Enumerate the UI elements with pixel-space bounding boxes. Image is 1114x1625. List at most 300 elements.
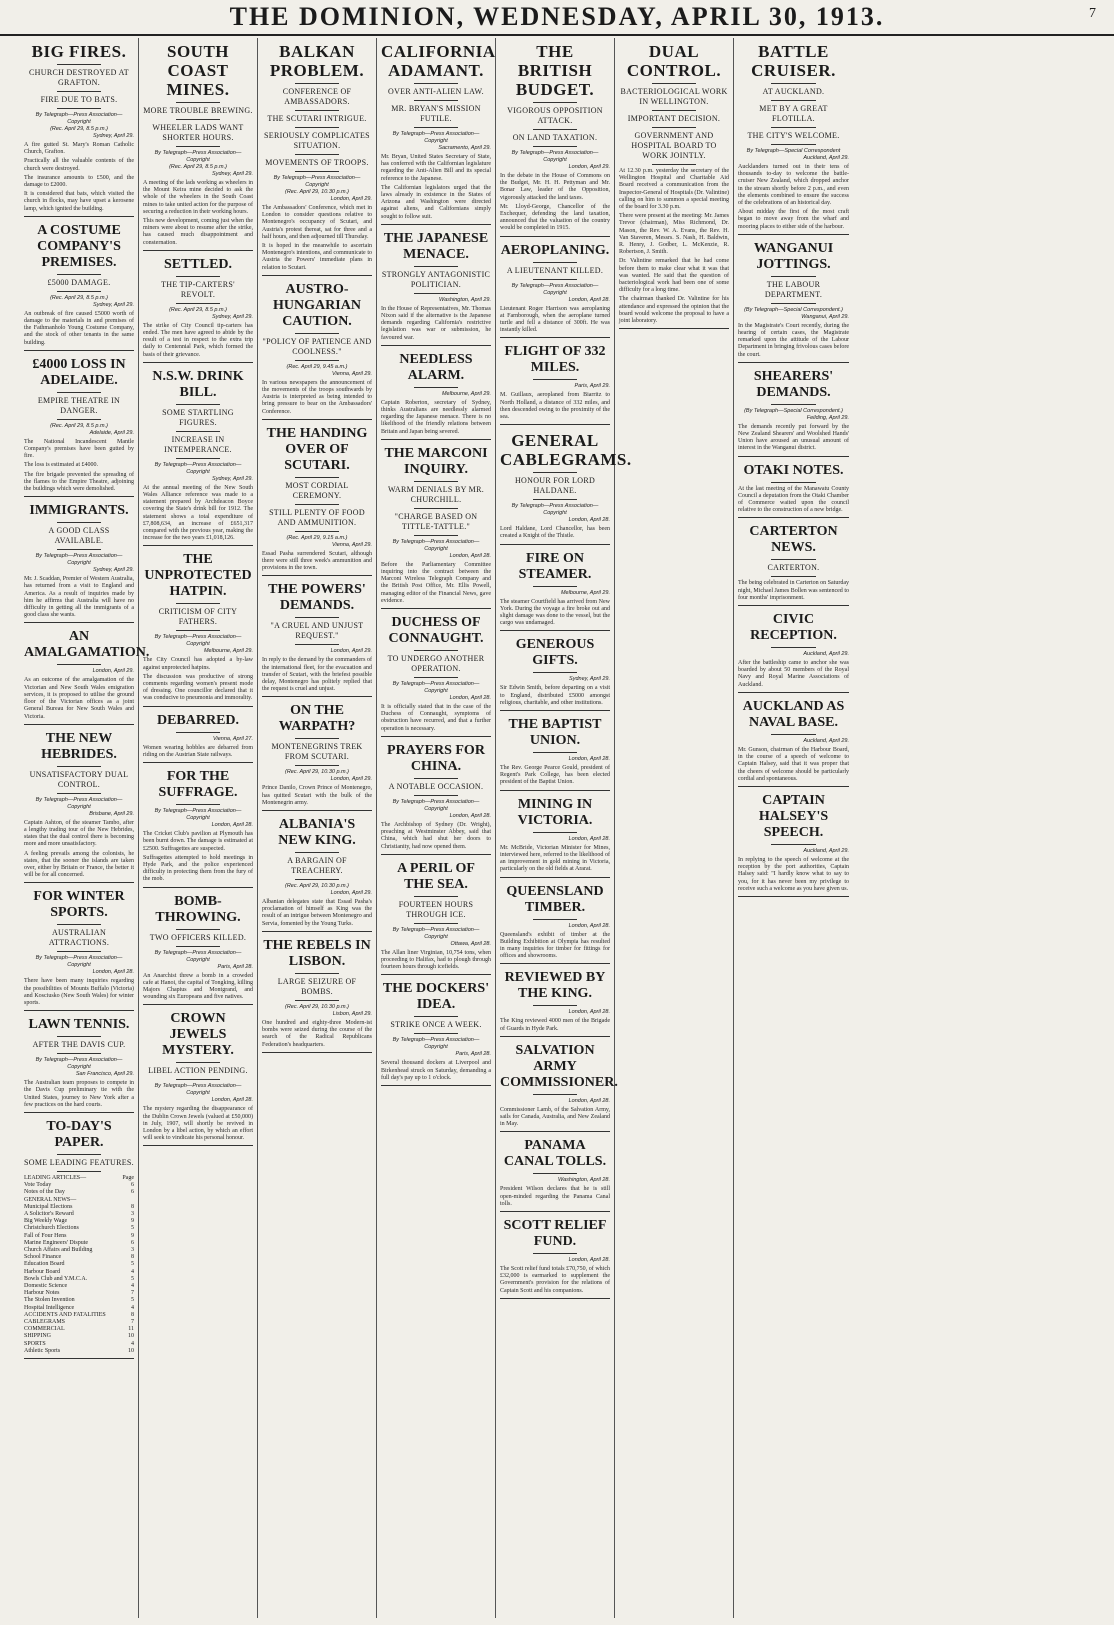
article-subhead: LIBEL ACTION PENDING. <box>148 1066 248 1076</box>
article-separator <box>143 762 253 763</box>
index-page: 10 <box>128 1333 134 1340</box>
divider-rule <box>295 360 339 361</box>
article-separator <box>738 786 849 787</box>
article-separator <box>500 630 610 631</box>
article-separator <box>24 1358 134 1359</box>
article-paragraph: The mystery regarding the disappearance of the Dublin Crown Jewels (valued at £50,000) in July, 1907, will shortly be revived in London by a libel action, by which an effort will seek to vindicate his personal honour. <box>143 1106 253 1142</box>
index-label: SPORTS <box>24 1340 46 1347</box>
article-dateline: Auckland, April 29. <box>803 155 849 161</box>
index-entry <box>24 1312 134 1319</box>
article-headline: THE POWERS' DEMANDS. <box>268 582 366 614</box>
article-paragraph: Sir Edwin Smith, before departing on a visit to England, distributed £5000 amongst religious, charitable, and other institutions. <box>500 685 610 706</box>
article <box>500 637 610 711</box>
article-paragraph: In the House of Representatives, Mr. Thomas Nixon said if the alternative is the Japanese demands regarding California's restrictive legislation was war or submission, he favoured war. <box>381 305 491 341</box>
article-byline: By Telegraph—Press Association—Copyright <box>35 796 123 810</box>
article <box>143 713 253 763</box>
divider-rule <box>652 164 696 165</box>
article <box>262 938 372 1053</box>
divider-rule <box>414 677 458 678</box>
article-separator <box>500 337 610 338</box>
divider-rule <box>176 1079 220 1080</box>
article-paragraph: The National Incandescent Mantle Company's premises have been gutted by fire. <box>24 438 134 460</box>
article-headline: AUCKLAND AS NAVAL BASE. <box>742 698 845 730</box>
divider-rule <box>771 144 815 145</box>
article-headline: THE UNPROTECTED HATPIN. <box>144 552 252 600</box>
article-headline: TO-DAY'S PAPER. <box>46 1118 112 1150</box>
divider-rule <box>57 522 101 523</box>
article-paragraph: Lord Haldane, Lord Chancellor, has been created a Knight of the Thistle. <box>500 526 610 540</box>
article-headline: BOMB-THROWING. <box>155 893 241 925</box>
article-paragraph: The City Council has adopted a by-law against unprotected hatpins. <box>143 657 253 671</box>
article <box>262 703 372 811</box>
divider-rule <box>176 603 220 604</box>
article-headline: N.S.W. DRINK BILL. <box>152 368 244 400</box>
article-paragraph: It is officially stated that in the case of the Duchess of Connaught, symptoms of obstruction have recurred, and that a further operation is necessary. <box>381 704 491 732</box>
article-paragraph: As an outcome of the amalgamation of the Victorian and New South Wales emigration services, it is proposed to utilise the ground floor of the Victorian offices as a joint General Bureau for New South Wales and Victoria. <box>24 677 134 720</box>
index-entry <box>24 1254 134 1261</box>
received-time: (Rec. April 29, 8.5 p.m.) <box>169 306 227 313</box>
index-entry <box>24 1218 134 1225</box>
divider-rule <box>295 1000 339 1001</box>
index-entry <box>24 1283 134 1290</box>
newspaper-title: THE DOMINION, WEDNESDAY, APRIL 30, 1913. <box>229 2 885 31</box>
divider-rule <box>771 559 815 560</box>
article-separator <box>500 1211 610 1212</box>
divider-rule <box>57 1171 101 1172</box>
divider-rule <box>771 83 815 84</box>
divider-rule <box>414 778 458 779</box>
divider-rule <box>295 765 339 766</box>
divider-rule <box>176 102 220 103</box>
article-headline: CROWN JEWELS MYSTERY. <box>162 1011 234 1059</box>
article-headline: SCOTT RELIEF FUND. <box>503 1217 607 1249</box>
article-subhead: TWO OFFICERS KILLED. <box>149 932 247 942</box>
article-dateline: Vienna, April 29. <box>331 370 372 377</box>
divider-rule <box>176 929 220 930</box>
article-separator <box>381 224 491 225</box>
divider-rule <box>57 392 101 393</box>
divider-rule <box>414 387 458 388</box>
article-paragraph: It is hoped in the meanwhile to ascertain Montenegro's intentions, and communicate to Austria the Powers' immediate plans in relation to Scutari. <box>262 243 372 271</box>
article-subhead: UNSATISFACTORY DUAL CONTROL. <box>29 769 129 789</box>
column-6 <box>615 38 734 1618</box>
article-byline: (By Telegraph—Special Correspondent.) <box>744 306 843 313</box>
article-subhead: "A CRUEL AND UNJUST REQUEST." <box>270 621 364 641</box>
article-headline: £4000 LOSS IN ADELAIDE. <box>32 356 126 388</box>
divider-rule <box>176 119 220 120</box>
index-label: Christchurch Elections <box>24 1225 79 1232</box>
article-byline: By Telegraph—Press Association—Copyright <box>392 1037 480 1051</box>
article-subhead: STRONGLY ANTAGONISTIC POLITICIAN. <box>381 269 491 289</box>
article <box>738 463 849 519</box>
article-paragraph: The King reviewed 4000 men of the Brigade of Guards in Hyde Park. <box>500 1018 610 1032</box>
divider-rule <box>533 1173 577 1174</box>
article-subhead: MOST CORDIAL CEREMONY. <box>285 480 349 500</box>
article-byline: By Telegraph—Press Association—Copyright <box>392 798 480 812</box>
article-dateline: London, April 28. <box>568 1097 610 1104</box>
article <box>738 369 849 457</box>
article-subhead: AFTER THE DAVIS CUP. <box>32 1040 126 1050</box>
article-subhead: TO UNDERGO ANOTHER OPERATION. <box>387 654 485 674</box>
article-separator <box>500 1036 610 1037</box>
index-label: Domestic Science <box>24 1283 68 1289</box>
article-dateline: Auckland, April 29. <box>803 651 849 658</box>
column-3 <box>258 38 377 1618</box>
article-headline: GENEROUS GIFTS. <box>515 637 595 669</box>
index-entry <box>24 1175 134 1182</box>
article <box>24 503 134 623</box>
divider-rule <box>771 303 815 304</box>
divider-rule <box>57 108 101 109</box>
article-dateline: Sydney, April 29. <box>212 171 253 177</box>
received-time: (Rec. April 29, 10.30 p.m.) <box>285 189 349 195</box>
article-separator <box>143 362 253 363</box>
article <box>381 42 496 225</box>
article-dateline: London, April 28. <box>568 756 610 763</box>
index-label: Municipal Elections <box>24 1203 73 1210</box>
index-label: School Finance <box>24 1254 62 1261</box>
article-dateline: London, April 28. <box>568 1256 610 1263</box>
divider-rule <box>176 431 220 432</box>
article-dateline: Wanganui, April 29. <box>801 313 849 320</box>
article-byline: (By Telegraph—Special Correspondent.) <box>744 407 843 414</box>
article <box>500 1138 610 1212</box>
article-byline: By Telegraph—Press Association—Copyright <box>511 503 599 517</box>
received-time: (Rec. April 29, 10.30 p.m.) <box>285 883 349 890</box>
article-dateline: Washington, April 28. <box>558 1177 610 1184</box>
article-subhead: STILL PLENTY OF FOOD AND AMMUNITION. <box>269 507 365 527</box>
article-separator <box>738 517 849 518</box>
divider-rule <box>57 291 101 292</box>
article-paragraph: The Australian team proposes to compete in the Davis Cup preliminary tie with the United States, journey to New York after a few practices on the hard courts. <box>24 1080 134 1108</box>
article-subhead: CARTERTON. <box>767 563 820 573</box>
article-dateline: Feilding, April 29. <box>806 414 849 421</box>
article <box>143 369 253 547</box>
article-paragraph: Before the Parliamentary Committee inquiring into the contract between the Marconi Wireless Telegraph Company and the British Post Office, Mr. Ellis Powell, managing editor of the Financial News, gave evidence. <box>381 561 491 604</box>
index-label: GENERAL NEWS— <box>24 1196 77 1203</box>
index-entry <box>24 1326 134 1333</box>
article-dateline: Melbourne, April 29. <box>441 390 491 397</box>
article-headline: THE REBELS IN LISBON. <box>263 937 371 969</box>
article-headline: SOUTH COAST MINES. <box>166 42 230 99</box>
article-subhead: THE TIP-CARTERS' REVOLT. <box>161 279 235 299</box>
index-label: Education Board <box>24 1261 65 1268</box>
article-headline: FOR WINTER SPORTS. <box>33 889 125 921</box>
index-page: 10 <box>128 1347 134 1354</box>
divider-rule <box>533 129 577 130</box>
article <box>381 861 491 976</box>
index-entry <box>24 1319 134 1326</box>
divider-rule <box>57 924 101 925</box>
article-dateline: London, April 28. <box>568 835 610 842</box>
article-paragraph: A meeting of the lads working as wheelers in the Mount Keira mine decided to ask the whole of the wheelers in the South Coast mines to take united action for the purpose of securing a reduction in their working hours. <box>143 180 253 215</box>
article-subhead: "POLICY OF PATIENCE AND COOLNESS." <box>262 336 372 356</box>
article <box>738 524 849 606</box>
article-subhead: SOME STARTLING FIGURES. <box>162 407 234 427</box>
divider-rule <box>414 1033 458 1034</box>
article-subhead: GOVERNMENT AND HOSPITAL BOARD TO WORK JOINTLY. <box>631 131 717 160</box>
article-separator <box>500 424 610 425</box>
article-paragraph: Captain Roberton, secretary of Sydney, thinks Australians are needlessly alarmed regarding the Japanese menace. There is no likelihood of the friendly relations between Britain and Japan being severed. <box>381 399 491 435</box>
article-paragraph: A fire gutted St. Mary's Roman Catholic Church, Grafton. <box>24 142 134 156</box>
newspaper-columns <box>20 38 1100 1618</box>
index-page: 4 <box>131 1283 134 1289</box>
article <box>24 357 134 497</box>
article-headline: OTAKI NOTES. <box>743 462 844 478</box>
divider-rule <box>57 1053 101 1054</box>
article-headline: GENERAL CABLEGRAMS. <box>500 431 632 470</box>
index-page: 8 <box>131 1203 134 1210</box>
article-headline: THE BAPTIST UNION. <box>508 717 602 749</box>
article-separator <box>143 250 253 251</box>
divider-rule <box>533 672 577 673</box>
article-paragraph: The insurance amounts to £500, and the damage to £2000. <box>24 174 134 189</box>
article-separator <box>619 328 729 329</box>
article-paragraph: Prince Danilo, Crown Prince of Montenegro, has quitted Scutari with the bulk of the Montenegrin army. <box>262 785 372 806</box>
divider-rule <box>414 100 458 101</box>
divider-rule <box>295 531 339 532</box>
article-dateline: London, April 29. <box>330 196 372 202</box>
article-subhead: WARM DENIALS BY MR. CHURCHILL. <box>387 484 485 504</box>
article <box>381 981 491 1086</box>
divider-rule <box>176 146 220 147</box>
article-paragraph: Mr. Lloyd-George, Chancellor of the Exchequer, defending the land taxation, announced that the valuation of the country would be completed in 1915. <box>500 203 610 232</box>
divider-rule <box>176 1062 220 1063</box>
divider-rule <box>414 127 458 128</box>
article-headline: DUCHESS OF CONNAUGHT. <box>388 615 484 647</box>
index-label: ACCIDENTS AND FATALITIES <box>24 1311 106 1318</box>
index-entry <box>24 1297 134 1304</box>
divider-rule <box>57 419 101 420</box>
divider-rule <box>771 276 815 277</box>
article-separator <box>143 545 253 546</box>
divider-rule <box>533 832 577 833</box>
article-paragraph: The Archbishop of Sydney (Dr. Wright), preaching at Westminster Abbey, said that China, which had shut her doors to Christianity, had now opened them. <box>381 821 491 850</box>
article-headline: THE MARCONI INQUIRY. <box>384 445 488 477</box>
divider-rule <box>771 100 815 101</box>
index-entry <box>24 1240 134 1247</box>
divider-rule <box>57 64 101 65</box>
article-separator <box>262 696 372 697</box>
article-subhead: FOURTEEN HOURS THROUGH ICE. <box>398 899 474 919</box>
article-subhead: WHEELER LADS WANT SHORTER HOURS. <box>152 123 244 142</box>
received-time: (Rec. April 29, 10.30 p.m.) <box>285 1003 349 1010</box>
article <box>143 257 253 363</box>
article-dateline: Auckland, April 29. <box>803 737 849 744</box>
article-byline: By Telegraph—Press Association—Copyright <box>35 1057 123 1071</box>
article-separator <box>738 692 849 693</box>
divider-rule <box>771 404 815 405</box>
index-label: LEADING ARTICLES— <box>24 1174 87 1181</box>
article-headline: MINING IN VICTORIA. <box>517 796 593 828</box>
article-headline: CALIFORNIA ADAMANT. <box>381 42 496 80</box>
divider-rule <box>295 83 339 84</box>
article-byline: By Telegraph—Press Association—Copyright <box>392 538 480 552</box>
article-dateline: Brisbane, April 29. <box>89 810 134 817</box>
article-headline: THE HANDING OVER OF SCUTARI. <box>266 425 368 473</box>
article-subhead: AUSTRALIAN ATTRACTIONS. <box>48 928 110 948</box>
article <box>500 344 610 425</box>
article-byline: By Telegraph—Press Association—Copyright <box>35 112 123 125</box>
article-dateline: Paris, April 28. <box>455 1051 491 1058</box>
article-headline: NEEDLESS ALARM. <box>399 351 473 383</box>
article-separator <box>24 350 134 351</box>
divider-rule <box>57 664 101 665</box>
index-entry <box>24 1189 134 1196</box>
divider-rule <box>295 154 339 155</box>
article <box>619 42 729 329</box>
divider-rule <box>176 276 220 277</box>
divider-rule <box>176 804 220 805</box>
index-entry <box>24 1269 134 1276</box>
divider-rule <box>176 732 220 733</box>
index-entry <box>24 1225 134 1232</box>
article-byline: By Telegraph—Press Association—Copyright <box>35 955 123 969</box>
article-paragraph: Queensland's exhibit of timber at the Building Exhibition at Olympia has resulted in many inquiries for timber for fittings for offices and showrooms. <box>500 931 610 960</box>
column-2 <box>139 38 258 1618</box>
index-page: 6 <box>131 1189 134 1196</box>
article-paragraph: In replying to the speech of welcome at the reception by the port authorities, Captain Halsey said: "I hardly know what to say to you, for it has never been my privilege to receive such a welcome as you have given us. <box>738 856 849 892</box>
divider-rule <box>414 650 458 651</box>
index-page: 8 <box>131 1311 134 1318</box>
divider-rule <box>533 262 577 263</box>
article <box>262 582 372 697</box>
article-headline: THE DOCKERS' IDEA. <box>382 981 490 1013</box>
article <box>24 629 150 724</box>
article-separator <box>24 1010 134 1011</box>
divider-rule <box>414 896 458 897</box>
article-paragraph: Commissioner Lamb, of the Salvation Army, sails for Canada, Australia, and New Zealand in May. <box>500 1106 610 1128</box>
article-subhead: STRIKE ONCE A WEEK. <box>390 1020 482 1030</box>
article-subhead: MONTENEGRINS TREK FROM SCUTARI. <box>271 742 363 762</box>
article-dateline: Vienna, April 27. <box>212 735 253 742</box>
article-paragraph: Dr. Valintine remarked that he had come before them to make clear what it was that was wanted. He said that the question of bacteriological work had been one of some difficulty for a long time. <box>619 258 729 294</box>
article-dateline: London, April 28. <box>211 1097 253 1104</box>
article-byline: By Telegraph—Press Association—Copyright <box>392 926 480 940</box>
index-label: Athletic Sports <box>24 1347 61 1354</box>
article-subhead: OVER ANTI-ALIEN LAW. <box>388 87 484 96</box>
article-paragraph: After the battleship came to anchor she was boarded by about 50 members of the Royal Navy and Royal Marine Associations of Auckland. <box>738 660 849 688</box>
article-paragraph: In the Magistrate's Court recently, during the hearing of certain cases, the Magistrate remarked upon the attitude of the Labour Department in bringing frivolous cases before the court. <box>738 322 849 358</box>
index-page: 6 <box>131 1182 134 1189</box>
index-label: Marine Engineers' Dispute <box>24 1239 89 1246</box>
index-page: 6 <box>131 1239 134 1246</box>
article <box>262 426 372 577</box>
article-subhead: THE LABOUR DEPARTMENT. <box>764 279 823 299</box>
index-label: Notes of the Day <box>24 1189 65 1196</box>
received-time: (Rec. April 29, 8.5 p.m.) <box>169 164 227 170</box>
divider-rule <box>57 1154 101 1155</box>
article-paragraph: In reply to the demand by the commanders of the international fleet, for the evacuation and transfer of Scutari, with the briefest possible delay, Montenegro has politely replied that the request is cruel and unjust. <box>262 657 372 693</box>
divider-rule <box>533 146 577 147</box>
article-paragraph: The strike of City Council tip-carters has ended. The men have agreed to abide by the result of a test in respect to the extra trip daily to Centennial Park, which formed the basis of their grievance. <box>143 322 253 358</box>
article-dateline: Adelaide, April 29. <box>89 429 134 436</box>
article-separator <box>24 496 134 497</box>
article-headline: AN AMALGAMATION. <box>24 629 150 661</box>
article-paragraph: The chairman thanked Dr. Valintine for his attendance and expressed the opinion that the board would welcome the proposal to have a joint laboratory. <box>619 296 729 325</box>
article-paragraph: Lieutenant Roger Harrison was aeroplaning at Farnborough, when the aeroplane turned turtle and fell a distance of 300ft. He was instantly killed. <box>500 305 610 334</box>
article-subhead: BACTERIOLOGICAL WORK IN WELLINGTON. <box>620 87 728 106</box>
article-dateline: Paris, April 29. <box>574 383 610 390</box>
article-paragraph: Albanian delegates state that Essad Pasha's proclamation of himself as King was the result of an intrigue between Montenegro and Servia, fomented by the Young Turks. <box>262 899 372 927</box>
article-dateline: London, April 29. <box>92 668 134 675</box>
article-dateline: London, April 29. <box>330 648 372 655</box>
article-paragraph: The discussion was productive of strong comments regarding women's present mode of dressing. One councillor declared that it was conducive to pneumonia and immorality. <box>143 673 253 702</box>
article <box>24 1119 134 1359</box>
article-dateline: Vienna, April 29. <box>331 541 372 548</box>
article-separator <box>381 736 491 737</box>
article-dateline: London, April 28. <box>568 296 610 303</box>
article-dateline: London, April 28. <box>568 1009 610 1016</box>
article-dateline: London, April 29. <box>330 890 372 897</box>
article <box>500 884 610 965</box>
article <box>500 1218 610 1299</box>
article-paragraph: The loss is estimated at £4000. <box>24 462 98 469</box>
index-entry <box>24 1333 134 1340</box>
article-dateline: London, April 28. <box>568 922 610 929</box>
index-entry <box>24 1211 134 1218</box>
divider-rule <box>295 644 339 645</box>
article-separator <box>381 439 491 440</box>
article-separator <box>143 887 253 888</box>
article-byline: By Telegraph—Press Association—Copyright <box>154 808 242 822</box>
article <box>143 1011 253 1146</box>
article <box>738 42 849 235</box>
article-subhead: A BARGAIN OF TREACHERY. <box>287 856 347 876</box>
divider-rule <box>414 535 458 536</box>
article-byline: By Telegraph—Press Association—Copyright <box>392 131 480 144</box>
article <box>500 551 610 632</box>
index-entry <box>24 1276 134 1283</box>
index-label: Big Weekly Wage <box>24 1218 68 1225</box>
article-dateline: Washington, April 29. <box>439 296 491 303</box>
article-dateline: Sacramento, April 29. <box>438 145 491 151</box>
article-headline: PANAMA CANAL TOLLS. <box>503 1138 607 1170</box>
article-separator <box>262 575 372 576</box>
article-paragraph: At 12.30 p.m. yesterday the secretary of the Wellington Hospital and Charitable Aid Board received a communication from the Inspector-General of Hospitals (Dr. Valintine) calling on him to summon a special meeting of the board for 3.30 p.m. <box>619 168 729 211</box>
article <box>738 241 849 363</box>
divider-rule <box>414 923 458 924</box>
article-separator <box>500 877 610 878</box>
article-paragraph: In the debate in the House of Commons on the Budget, Mr. H. H. Pettyman and Mr. Bonar Law, leader of the Opposition, vigorously attacked the land taxes. <box>500 173 610 201</box>
divider-rule <box>57 793 101 794</box>
index-entry <box>24 1348 134 1355</box>
article-byline: By Telegraph—Press Association—Copyright <box>511 282 599 296</box>
divider-rule <box>295 973 339 974</box>
article-byline: By Telegraph—Press Association—Copyright <box>392 681 480 695</box>
article-dateline: Sydney, April 29. <box>569 676 610 683</box>
article <box>500 431 632 544</box>
article-subhead: A NOTABLE OCCASION. <box>388 781 484 791</box>
article-paragraph: The Rev. George Pearce Gould, president of Regent's Park College, has been elected president of the Baptist Union. <box>500 765 610 786</box>
divider-rule <box>414 83 458 84</box>
article-paragraph: The steamer Courtfield has arrived from New York. During the voyage a fire broke out and slight damage was done to the vessel, but the cargo was undamaged. <box>500 598 610 627</box>
article-separator <box>500 1298 610 1299</box>
article-separator <box>24 216 134 217</box>
article-paragraph: An outbreak of fire caused £5000 worth of damage to the materials in and premises of the Fathmanholo Young Costume Company, and the stock of other tenants in the same building. <box>24 310 134 346</box>
divider-rule <box>414 293 458 294</box>
divider-rule <box>176 946 220 947</box>
article-subhead: FIRE DUE TO BATS. <box>40 95 118 104</box>
article-paragraph: Essad Pasha surrendered Scutari, although there were still three week's ammunition and provisions in the town. <box>262 550 372 572</box>
divider-rule <box>414 795 458 796</box>
index-entry <box>24 1247 134 1254</box>
divider-rule <box>771 844 815 845</box>
article-paragraph: The Californian legislators urged that the laws already in existence in the States of Arizona and Washington were directed against aliens, and Californians simply sought to follow suit. <box>381 184 491 220</box>
article-headline: IMMIGRANTS. <box>29 503 129 519</box>
index-label: CABLEGRAMS <box>24 1319 66 1326</box>
divider-rule <box>414 481 458 482</box>
